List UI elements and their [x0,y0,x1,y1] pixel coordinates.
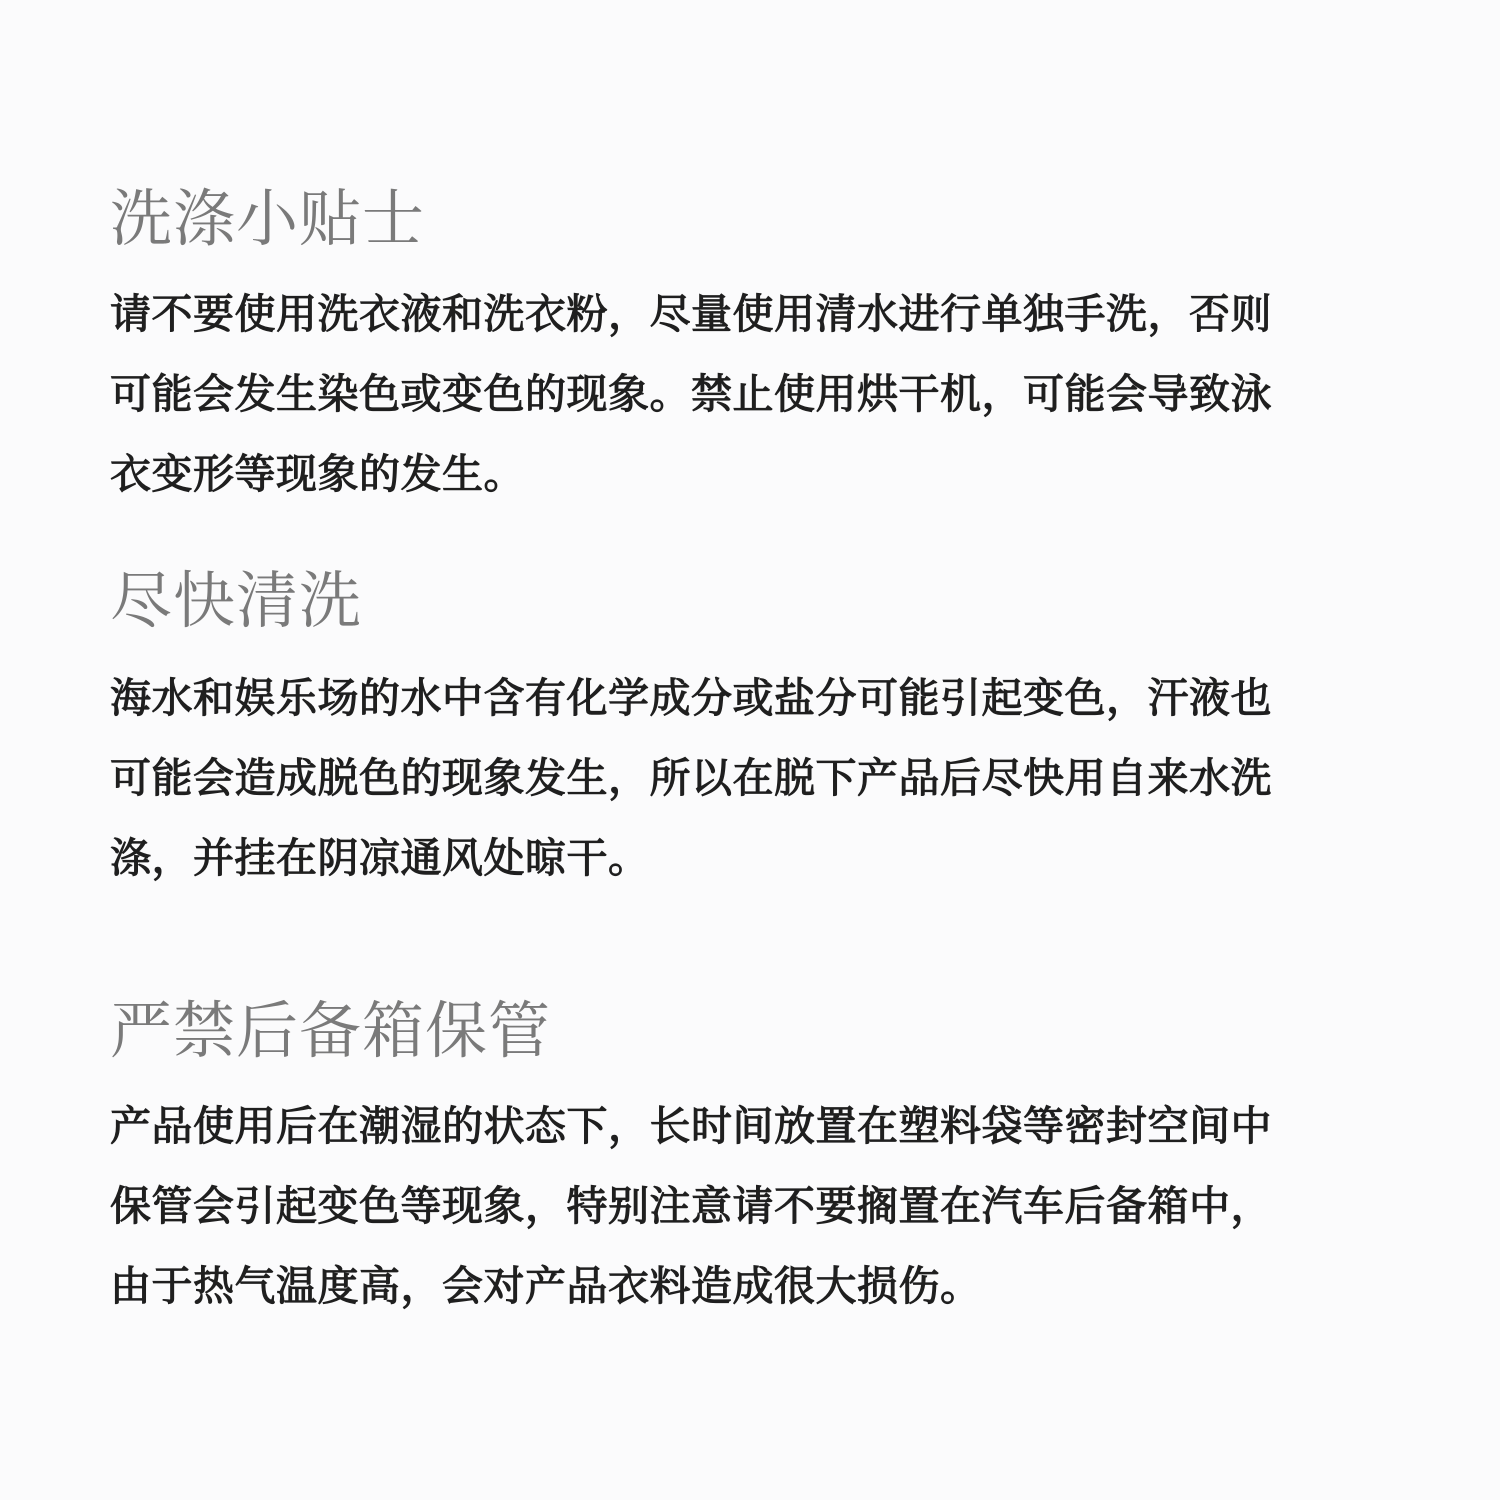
washing-tips-section [110,182,1340,514]
no-trunk-storage-section [110,994,1340,1326]
wash-promptly-section [110,564,1340,898]
body-line: 请不要使用洗衣液和洗衣粉，尽量使用清水进行单独手洗，否则 [110,290,1272,338]
body-line: 涤，并挂在阴凉通风处晾干。 [110,834,650,882]
body-line: 海水和娱乐场的水中含有化学成分或盐分可能引起变色，汗液也 [110,674,1272,722]
body-line: 可能会造成脱色的现象发生，所以在脱下产品后尽快用自来水洗 [110,754,1272,802]
body-line: 产品使用后在潮湿的状态下，长时间放置在塑料袋等密封空间中 [110,1102,1272,1150]
section-body [110,274,1340,514]
section-body [110,658,1340,898]
section-title: 严禁后备箱保管 [110,994,552,1067]
body-line: 由于热气温度高，会对产品衣料造成很大损伤。 [110,1262,982,1310]
section-title: 洗涤小贴士 [110,182,426,255]
section-title: 尽快清洗 [110,564,363,637]
body-line: 衣变形等现象的发生。 [110,450,525,498]
section-body [110,1086,1340,1326]
body-line: 保管会引起变色等现象，特别注意请不要搁置在汽车后备箱中， [110,1182,1272,1230]
body-line: 可能会发生染色或变色的现象。禁止使用烘干机，可能会导致泳 [110,370,1272,418]
